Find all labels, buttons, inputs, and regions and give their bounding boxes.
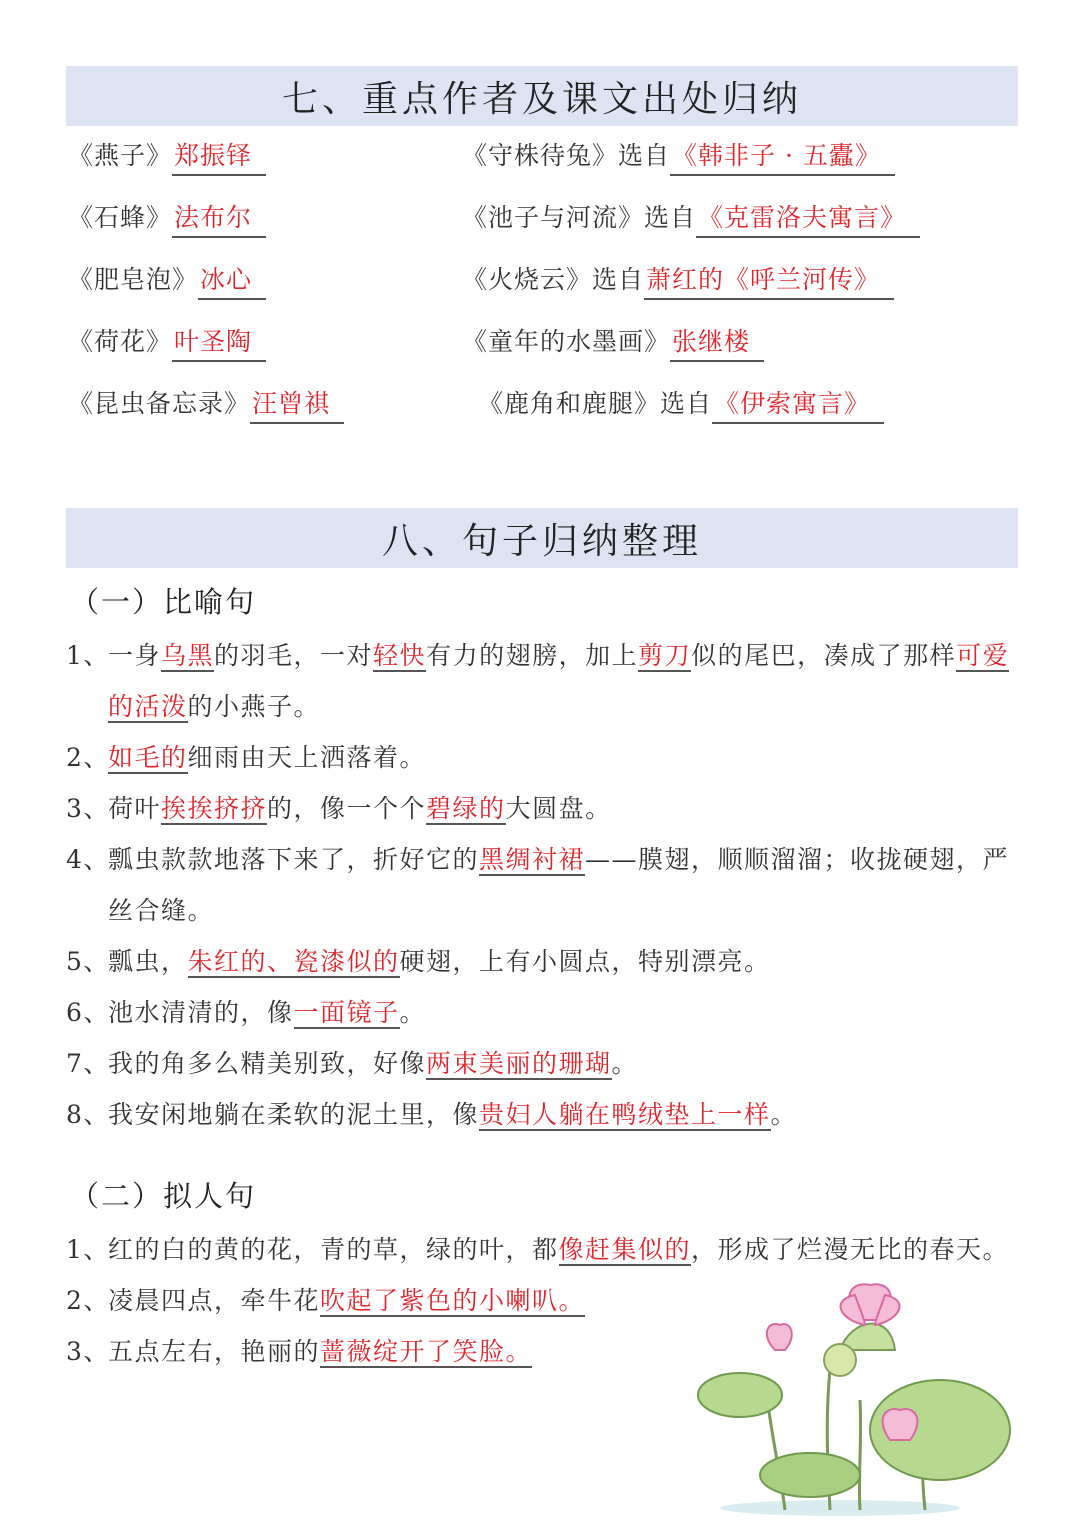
item-text: 我安闲地躺在柔软的泥土里，像贵妇人躺在鸭绒垫上一样。 xyxy=(108,1100,798,1129)
item-text: 瓢虫，朱红的、瓷漆似的硬翅，上有小圆点，特别漂亮。 xyxy=(108,947,771,976)
source-answer: 《韩非子 · 五蠹》 xyxy=(670,138,895,176)
source-answer: 《伊索寓言》 xyxy=(712,386,884,424)
author-answer: 汪曾祺 xyxy=(250,386,344,424)
personification-heading: （二）拟人句 xyxy=(70,1179,257,1213)
author-answer: 法布尔 xyxy=(172,200,266,238)
item-text: 红的白的黄的花，青的草，绿的叶，都像赶集似的，形成了烂漫无比的春天。 xyxy=(108,1235,1010,1264)
item-text: 我的角多么精美别致，好像两束美丽的珊瑚。 xyxy=(108,1049,639,1078)
list-item xyxy=(66,732,1016,783)
item-number: 5、 xyxy=(66,947,110,976)
left-entry xyxy=(68,384,344,424)
section7-title: 七、重点作者及课文出处归纳 xyxy=(281,78,802,120)
section8-title: 八、句子归纳整理 xyxy=(381,520,702,562)
right-entry xyxy=(462,198,920,238)
item-number: 2、 xyxy=(66,743,110,772)
section7-banner xyxy=(66,66,1018,126)
item-number: 1、 xyxy=(66,641,110,670)
source-answer: 萧红的《呼兰河传》 xyxy=(644,262,894,300)
left-entry xyxy=(68,198,266,238)
right-entry xyxy=(462,136,895,176)
author-row xyxy=(68,260,1008,322)
item-text: 凌晨四点，牵牛花吹起了紫色的小喇叭。 xyxy=(108,1286,586,1315)
item-number: 8、 xyxy=(66,1100,110,1129)
item-number: 6、 xyxy=(66,998,110,1027)
lesson-title: 《石蜂》 xyxy=(68,203,173,232)
author-row xyxy=(68,322,1008,384)
lotus-illustration-icon xyxy=(690,1280,1020,1520)
author-answer: 冰心 xyxy=(198,262,266,300)
list-item xyxy=(66,936,1016,987)
right-entry xyxy=(462,322,764,362)
list-item xyxy=(66,987,1016,1038)
simile-list xyxy=(66,630,1016,1140)
list-item xyxy=(66,1038,1016,1089)
simile-heading: （一）比喻句 xyxy=(70,585,257,619)
item-text: 五点左右，艳丽的蔷薇绽开了笑脸。 xyxy=(108,1337,533,1366)
list-item xyxy=(66,630,1016,732)
lesson-title: 《守株待兔》选自 xyxy=(462,141,671,170)
lesson-title: 《火烧云》选自 xyxy=(462,265,645,294)
source-answer: 《克雷洛夫寓言》 xyxy=(696,200,920,238)
author-grid xyxy=(68,136,1008,446)
list-item xyxy=(66,1224,1016,1275)
item-number: 3、 xyxy=(66,794,110,823)
left-entry xyxy=(68,260,266,300)
item-text: 如毛的细雨由天上洒落着。 xyxy=(108,743,427,772)
list-item xyxy=(66,783,1016,834)
lesson-title: 《肥皂泡》 xyxy=(68,265,199,294)
lesson-title: 《昆虫备忘录》 xyxy=(68,389,251,418)
item-text: 荷叶挨挨挤挤的，像一个个碧绿的大圆盘。 xyxy=(108,794,612,823)
list-item xyxy=(66,1089,1016,1140)
lesson-title: 《池子与河流》选自 xyxy=(462,203,697,232)
item-text: 瓢虫款款地落下来了，折好它的黑绸衬裙——膜翅，顺顺溜溜；收拢硬翅，严丝合缝。 xyxy=(108,845,1010,925)
list-item xyxy=(66,834,1016,936)
item-number: 2、 xyxy=(66,1286,110,1315)
lesson-title: 《燕子》 xyxy=(68,141,173,170)
right-entry xyxy=(478,384,884,424)
author-answer: 张继楼 xyxy=(670,324,764,362)
left-entry xyxy=(68,322,266,362)
item-text: 一身乌黑的羽毛，一对轻快有力的翅膀，加上剪刀似的尾巴，凑成了那样可爱的活泼的小燕子。 xyxy=(108,641,1010,721)
right-entry xyxy=(462,260,894,300)
author-row xyxy=(68,198,1008,260)
section8-banner xyxy=(66,508,1018,568)
author-answer: 郑振铎 xyxy=(172,138,266,176)
author-answer: 叶圣陶 xyxy=(172,324,266,362)
lesson-title: 《童年的水墨画》 xyxy=(462,327,671,356)
author-row xyxy=(68,136,1008,198)
author-row xyxy=(68,384,1008,446)
item-number: 7、 xyxy=(66,1049,110,1078)
left-entry xyxy=(68,136,266,176)
lesson-title: 《鹿角和鹿腿》选自 xyxy=(478,389,713,418)
lesson-title: 《荷花》 xyxy=(68,327,173,356)
item-number: 3、 xyxy=(66,1337,110,1366)
item-number: 1、 xyxy=(66,1235,110,1264)
item-text: 池水清清的，像一面镜子。 xyxy=(108,998,427,1027)
item-number: 4、 xyxy=(66,845,110,874)
